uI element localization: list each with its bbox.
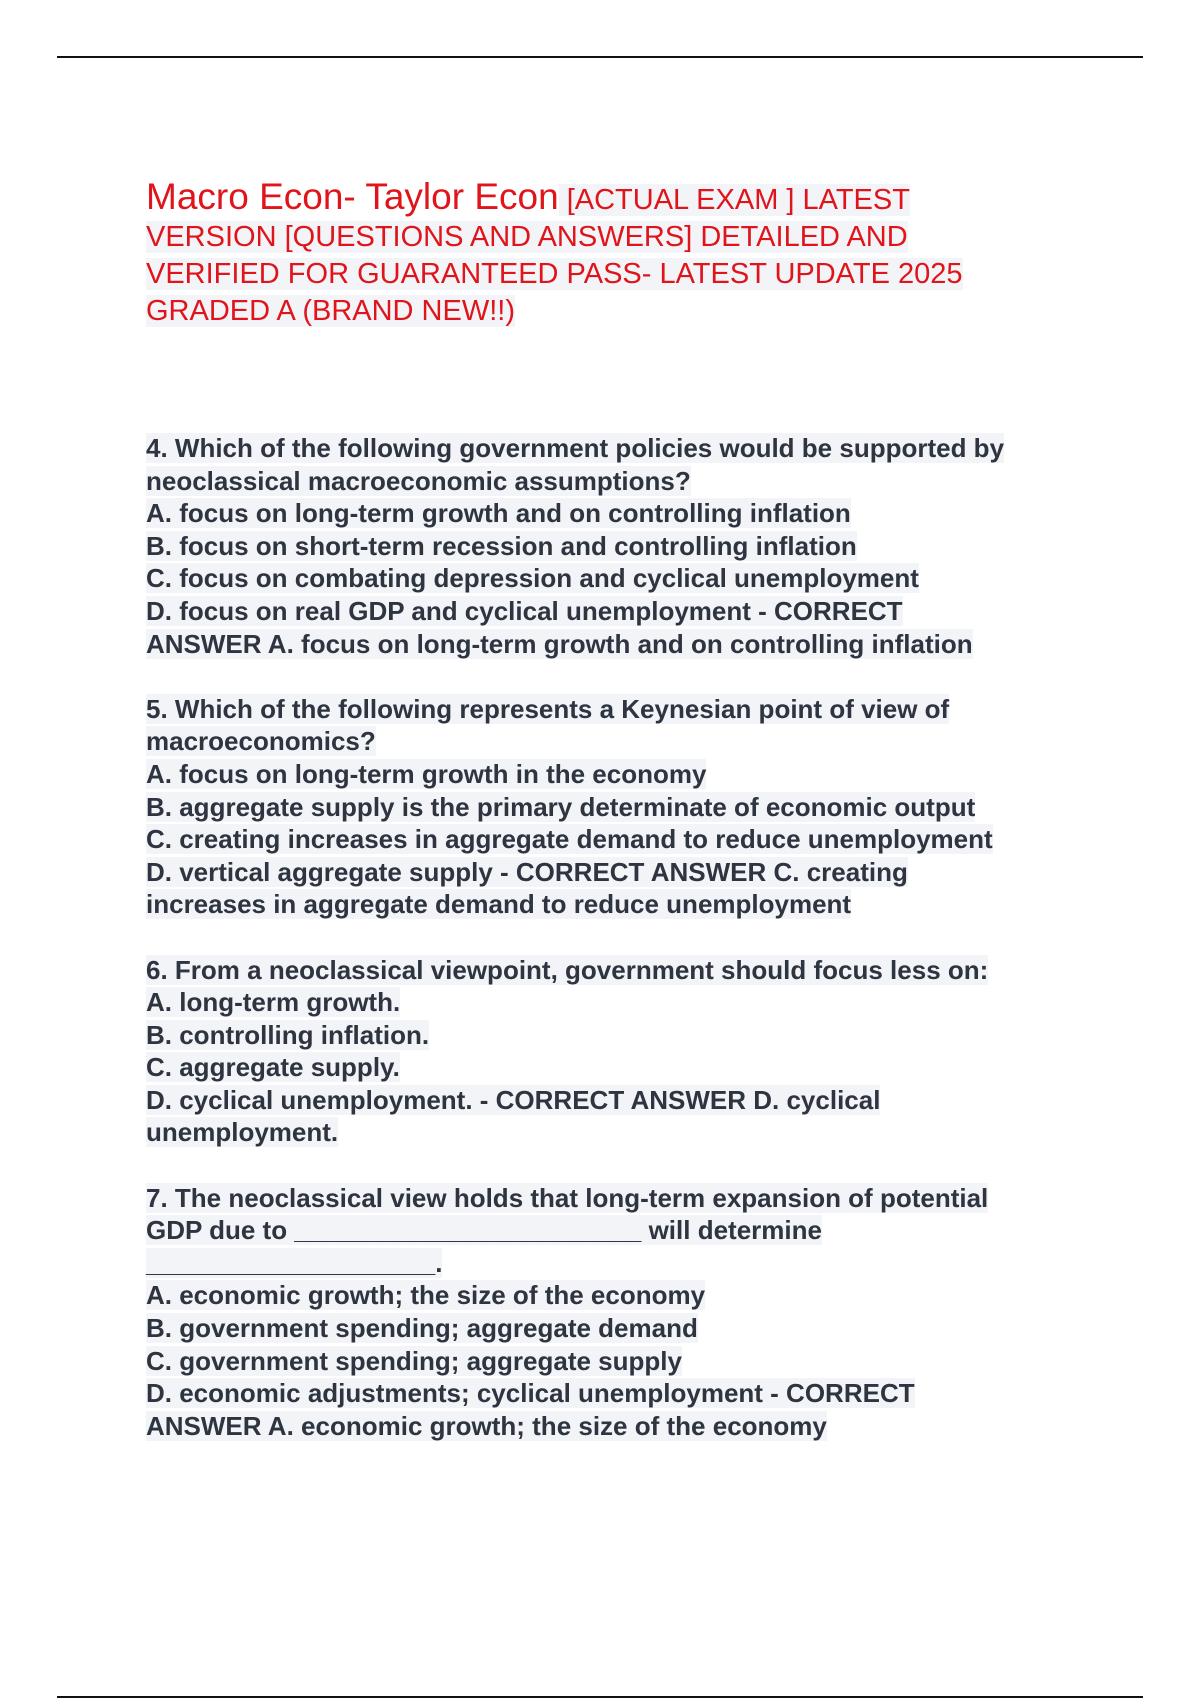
- question-line: 6. From a neoclassical viewpoint, government should focus less on:: [146, 954, 989, 985]
- question-line: macroeconomics?: [146, 726, 376, 757]
- title-line-2: VERSION [QUESTIONS AND ANSWERS] DETAILED AND: [146, 221, 908, 253]
- spacer: [146, 660, 1086, 693]
- title-line-1: [ACTUAL EXAM ] LATEST: [558, 184, 910, 216]
- top-rule: [57, 56, 1143, 58]
- title-line-3: VERIFIED FOR GUARANTEED PASS- LATEST UPDATE 2025: [146, 258, 963, 290]
- question-line: GDP due to ________________________ will determine: [146, 1215, 822, 1246]
- question-line: ____________________.: [146, 1247, 443, 1278]
- correct-answer: increases in aggregate demand to reduce unemployment: [146, 889, 852, 920]
- option-a: A. focus on long-term growth and on controlling inflation: [146, 498, 851, 529]
- question-5: [146, 693, 1086, 921]
- question-line: neoclassical macroeconomic assumptions?: [146, 465, 691, 496]
- option-a: A. economic growth; the size of the economy: [146, 1280, 706, 1311]
- option-b: B. focus on short-term recession and controlling inflation: [146, 530, 857, 561]
- bottom-rule: [57, 1696, 1143, 1698]
- question-line: 4. Which of the following government policies would be supported by: [146, 433, 1005, 463]
- correct-answer: ANSWER A. focus on long-term growth and on controlling inflation: [146, 628, 973, 659]
- question-line: 7. The neoclassical view holds that long-term expansion of potential: [146, 1182, 989, 1213]
- title-main: Macro Econ- Taylor Econ: [146, 176, 559, 217]
- question-7: [146, 1182, 1086, 1443]
- question-line: 5. Which of the following represents a Keynesian point of view of: [146, 693, 950, 724]
- question-6: [146, 954, 1086, 1150]
- correct-answer: unemployment.: [146, 1117, 339, 1148]
- option-c: C. government spending; aggregate supply: [146, 1345, 682, 1376]
- correct-answer: ANSWER A. economic growth; the size of the economy: [146, 1410, 827, 1441]
- option-b: B. government spending; aggregate demand: [146, 1313, 698, 1344]
- option-c: C. aggregate supply.: [146, 1052, 400, 1083]
- spacer: [146, 921, 1086, 954]
- option-b: B. aggregate supply is the primary determinate of economic output: [146, 791, 976, 822]
- title-line-4: GRADED A (BRAND NEW!!): [146, 295, 515, 327]
- option-d: D. cyclical unemployment. - CORRECT ANSWER D. cyclical: [146, 1084, 881, 1115]
- spacer: [146, 1149, 1086, 1182]
- document-title: [146, 178, 1086, 330]
- question-list: [146, 432, 1086, 1442]
- option-d: D. vertical aggregate supply - CORRECT ANSWER C. creating: [146, 856, 908, 887]
- option-d: D. focus on real GDP and cyclical unemployment - CORRECT: [146, 595, 903, 626]
- option-c: C. focus on combating depression and cyclical unemployment: [146, 563, 919, 594]
- option-d: D. economic adjustments; cyclical unemployment - CORRECT: [146, 1378, 915, 1409]
- question-4: [146, 432, 1086, 660]
- option-b: B. controlling inflation.: [146, 1019, 430, 1050]
- option-a: A. focus on long-term growth in the economy: [146, 758, 707, 789]
- option-c: C. creating increases in aggregate demand to reduce unemployment: [146, 824, 993, 855]
- option-a: A. long-term growth.: [146, 987, 401, 1018]
